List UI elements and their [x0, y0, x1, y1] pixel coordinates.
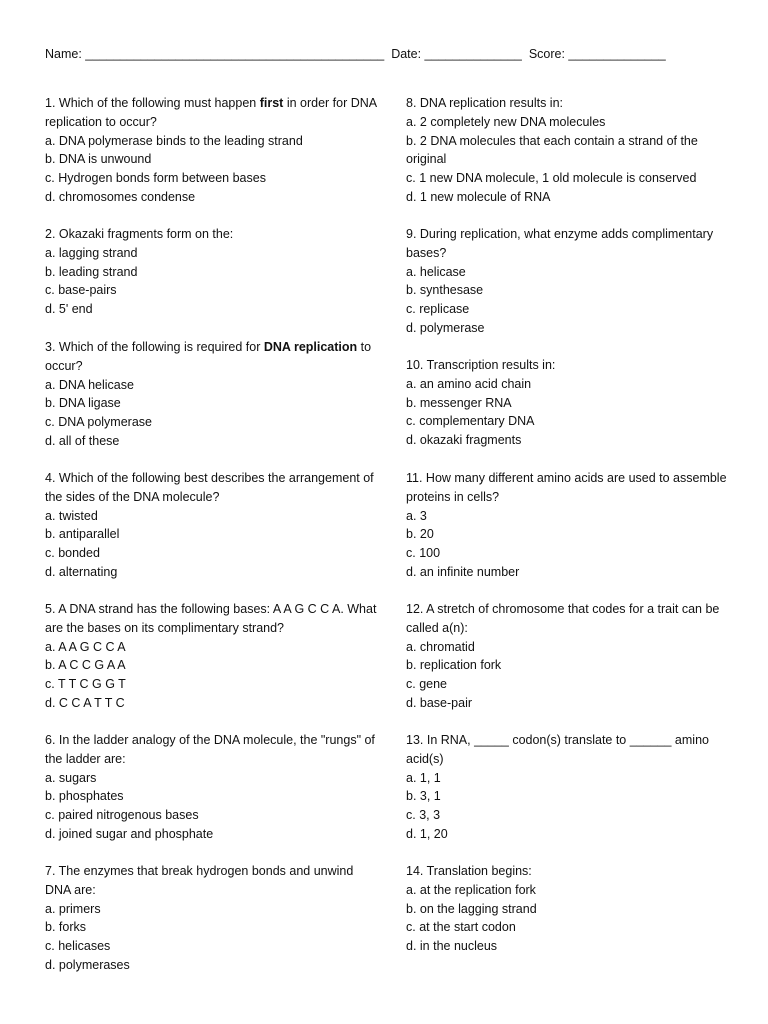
question-stem: 10. Transcription results in:: [406, 358, 556, 372]
answer-option-b: b. 3, 1: [406, 789, 441, 804]
answer-option-c: c. 100: [406, 546, 441, 561]
question-stem: 1. Which of the following must happen first in order for DNA replication to occur?: [45, 96, 377, 129]
worksheet-header: [45, 47, 666, 61]
answer-option-a: a. 2 completely new DNA molecules: [406, 114, 606, 129]
answer-option-d: d. in the nucleus: [406, 939, 498, 954]
question-10: [406, 356, 555, 450]
question-13: [406, 731, 741, 844]
answer-option-c: c. 1 new DNA molecule, 1 old molecule is conserved: [406, 171, 697, 186]
name-field-label: Name: ___________________________________________: [45, 47, 385, 61]
score-field-label: Score: ______________: [528, 47, 666, 61]
answer-option-c: c. Hydrogen bonds form between bases: [45, 171, 266, 186]
answer-option-d: d. base-pair: [406, 695, 473, 710]
answer-option-c: c. paired nitrogenous bases: [45, 808, 199, 823]
answer-option-a: a. DNA polymerase binds to the leading strand: [45, 133, 303, 148]
question-9: [406, 225, 741, 338]
question-11: [406, 469, 741, 582]
question-6: [45, 731, 380, 844]
answer-option-d: d. chromosomes condense: [45, 189, 196, 204]
question-stem: 2. Okazaki fragments form on the:: [45, 227, 234, 241]
answer-option-d: d. joined sugar and phosphate: [45, 826, 214, 841]
answer-option-b: b. phosphates: [45, 789, 124, 804]
answer-option-b: b. DNA ligase: [45, 396, 121, 411]
answer-option-d: d. C C A T T C: [45, 695, 125, 710]
answer-option-c: c. replicase: [406, 302, 470, 317]
answer-option-c: c. DNA polymerase: [45, 415, 152, 430]
question-1: [45, 94, 380, 207]
question-stem: 7. The enzymes that break hydrogen bonds and unwind DNA are:: [45, 864, 354, 897]
answer-option-b: b. messenger RNA: [406, 395, 512, 410]
question-stem: 12. A stretch of chromosome that codes for a trait can be called a(n):: [406, 602, 720, 635]
question-stem: 5. A DNA strand has the following bases: A A G C C A. What are the bases on its complimentary strand?: [45, 602, 377, 635]
answer-option-a: a. chromatid: [406, 639, 475, 654]
answer-option-a: a. DNA helicase: [45, 377, 134, 392]
answer-option-c: c. 3, 3: [406, 808, 441, 823]
question-stem: 14. Translation begins:: [406, 864, 532, 878]
answer-option-b: b. DNA is unwound: [45, 152, 152, 167]
answer-option-d: d. all of these: [45, 433, 120, 448]
answer-option-c: c. T T C G G T: [45, 677, 126, 692]
answer-option-d: d. alternating: [45, 564, 118, 579]
question-stem: 6. In the ladder analogy of the DNA molecule, the "rungs" of the ladder are:: [45, 733, 375, 766]
answer-option-a: a. twisted: [45, 508, 98, 523]
answer-option-a: a. 3: [406, 508, 427, 523]
question-4: [45, 469, 380, 582]
answer-option-c: c. base-pairs: [45, 283, 117, 298]
answer-option-b: b. 20: [406, 527, 434, 542]
answer-option-a: a. lagging strand: [45, 245, 138, 260]
question-7: [45, 862, 380, 975]
question-stem: 4. Which of the following best describes the arrangement of the sides of the DNA molecule?: [45, 471, 374, 504]
date-field-label: Date: ______________: [391, 47, 522, 61]
question-stem: 9. During replication, what enzyme adds complimentary bases?: [406, 227, 714, 260]
answer-option-b: b. leading strand: [45, 264, 138, 279]
question-stem: 13. In RNA, _____ codon(s) translate to ______ amino acid(s): [406, 733, 709, 766]
answer-option-b: b. antiparallel: [45, 527, 120, 542]
question-2: [45, 225, 233, 319]
answer-option-b: b. A C C G A A: [45, 658, 126, 673]
answer-option-d: d. polymerase: [406, 320, 485, 335]
answer-option-c: c. helicases: [45, 939, 111, 954]
question-stem: 11. How many different amino acids are used to assemble proteins in cells?: [406, 471, 727, 504]
answer-option-b: b. replication fork: [406, 658, 502, 673]
answer-option-d: d. 1, 20: [406, 826, 448, 841]
answer-option-c: c. complementary DNA: [406, 414, 535, 429]
answer-option-a: a. at the replication fork: [406, 882, 536, 897]
answer-option-a: a. sugars: [45, 770, 97, 785]
answer-option-b: b. on the lagging strand: [406, 901, 537, 916]
answer-option-c: c. bonded: [45, 546, 100, 561]
answer-option-d: d. polymerases: [45, 957, 130, 972]
answer-option-a: a. an amino acid chain: [406, 376, 532, 391]
answer-option-b: b. forks: [45, 920, 86, 935]
question-12: [406, 600, 741, 713]
answer-option-a: a. A A G C C A: [45, 639, 126, 654]
answer-option-c: c. at the start codon: [406, 920, 516, 935]
answer-option-a: a. helicase: [406, 264, 466, 279]
question-stem: 3. Which of the following is required for DNA replication to occur?: [45, 340, 372, 373]
answer-option-d: d. okazaki fragments: [406, 433, 522, 448]
answer-option-d: d. an infinite number: [406, 564, 520, 579]
answer-option-d: d. 5' end: [45, 302, 93, 317]
answer-option-a: a. primers: [45, 901, 101, 916]
question-8: [406, 94, 741, 207]
answer-option-b: b. 2 DNA molecules that each contain a strand of the original: [406, 133, 698, 167]
question-5: [45, 600, 380, 713]
question-stem: 8. DNA replication results in:: [406, 96, 564, 110]
answer-option-d: d. 1 new molecule of RNA: [406, 189, 551, 204]
answer-option-a: a. 1, 1: [406, 770, 441, 785]
answer-option-b: b. synthesase: [406, 283, 484, 298]
answer-option-c: c. gene: [406, 677, 448, 692]
question-3: [45, 338, 380, 451]
question-14: [406, 862, 537, 956]
